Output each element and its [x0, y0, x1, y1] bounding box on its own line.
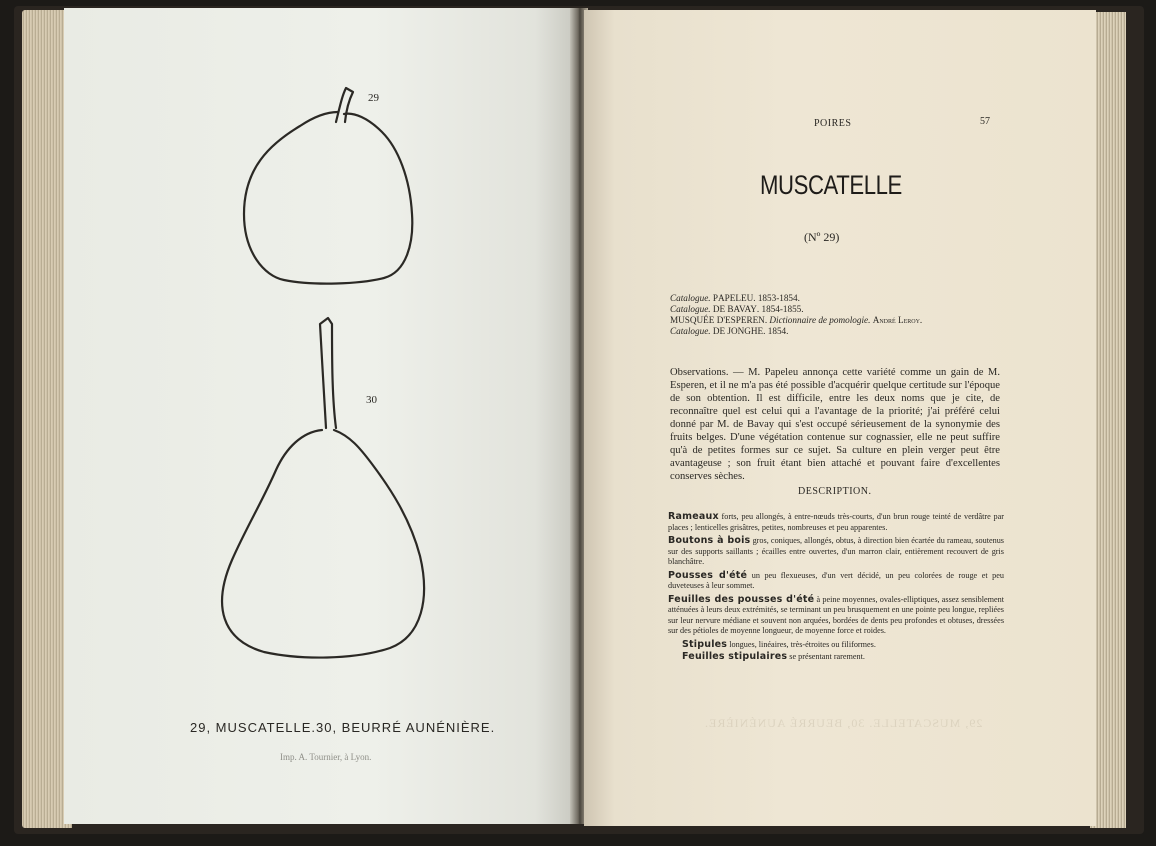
synonym-line: Catalogue. DE BAVAY. 1854-1855.: [670, 304, 804, 314]
description-entry: Boutons à bois gros, coniques, allongés, obtus, à direction bien écartée du rameau, soutenus sur des supports saillants ; écailles entre ouvertes, d'un marron clair, entièrement recouvert de gris blanchâtre.: [668, 535, 1004, 566]
description-entry: Feuilles des pousses d'été à peine moyennes, ovales-elliptiques, assez sensiblement atténuées à leurs deux extrémités, se terminant un peu brusquement en une pointe peu longue, repliées sur leur nervure médiane et souvent non arquées, bordées de dents peu profondes et obtuses, dressées sur des pétioles de moyenne longueur, de moyenne force et roides.: [668, 593, 1004, 635]
running-head: POIRES: [814, 118, 852, 129]
description-entry: Stipules longues, linéaires, très-étroites ou filiformes.: [682, 638, 876, 650]
variety-title: MUSCATELLE: [760, 170, 902, 200]
observations-paragraph: Observations. — M. Papeleu annonça cette variété comme un gain de M. Esperen, et il ne m'a pas été possible d'acquérir quelque certitude sur l'époque de son obtention. Il est difficile, entre les deux noms que je cite, de reconnaître quel est celui qui a l'avantage de la priorité; j'ai préféré celui donné par M. de Bavay qui s'est occupé sérieusement de la synonymie des fruits belges. D'une végétation contenue sur cognassier, elle ne peut suffire qu'à de petites formes sur ce sujet. Sa culture en plein verger peut être avantageuse ; son fruit étant bien attaché et pouvant faire d'excellentes conserves sèches.: [670, 367, 1000, 482]
description-heading: DESCRIPTION.: [798, 486, 872, 497]
pear-illustrations: [64, 8, 576, 824]
synonym-line: Catalogue. DE JONGHE. 1854.: [670, 326, 789, 336]
page-folio: 57: [980, 116, 990, 127]
synonym-line: MUSQUÉE D'ESPEREN. Dictionnaire de pomologie. André Leroy.: [670, 315, 923, 325]
figure-number-29: 29: [368, 92, 379, 104]
variety-number: (Nº 29): [804, 230, 840, 244]
pear-29-drawing: [244, 88, 412, 284]
figure-number-30: 30: [366, 394, 377, 406]
description-entry: Feuilles stipulaires se présentant rarement.: [682, 651, 865, 662]
plate-caption-29: 29, MUSCATELLE.: [190, 720, 317, 735]
left-page-plate: [64, 8, 576, 824]
description-entries: [668, 512, 1004, 663]
plate-caption-30: 30, BEURRÉ AUNÉNIÈRE.: [316, 720, 496, 735]
show-through-caption: 29, MUSCATELLE. 30, BEURRÉ AUNÉNIÈRE.: [704, 716, 983, 730]
description-entry: Rameaux forts, peu allongés, à entre-nœuds très-courts, d'un brun rouge teinté de verdâtre par places ; lenticelles grisâtres, petites, nombreuses et peu apparentes.: [668, 511, 1004, 532]
pear-30-drawing: [222, 318, 424, 658]
synonym-line: Catalogue. PAPELEU. 1853-1854.: [670, 293, 800, 303]
description-entry: Pousses d'été un peu flexueuses, d'un vert décidé, un peu colorées de rouge et peu duveteuses à leur sommet.: [668, 569, 1004, 590]
right-page-text: [584, 10, 1096, 826]
printer-imprint: Imp. A. Tournier, à Lyon.: [280, 752, 372, 762]
